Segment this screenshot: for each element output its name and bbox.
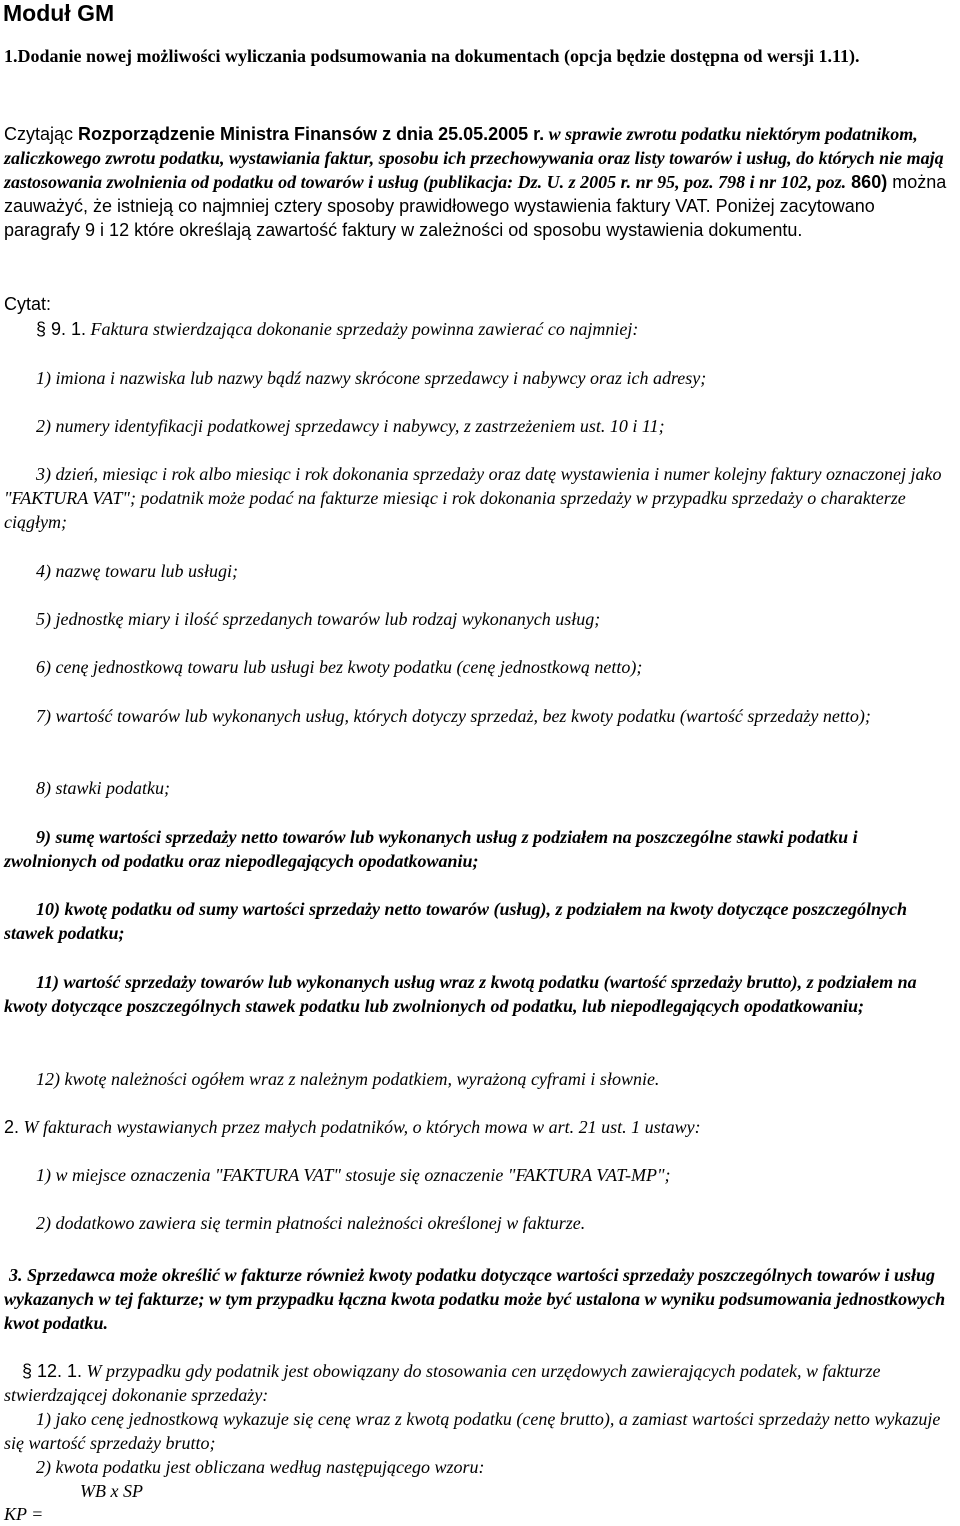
par9-2-head: 2. (4, 1117, 20, 1137)
list9-item-5: 5) jednostkę miary i ilość sprzedanych towarów lub rodzaj wykonanych usług; (36, 609, 601, 629)
par9-intro (36, 317, 954, 341)
list9-item-6: 6) cenę jednostkową towaru lub usługi bez kwoty podatku (cenę jednostkową netto); (36, 657, 643, 677)
list12-item-2: 2) kwota podatku jest obliczana według następującego wzoru: (36, 1457, 485, 1477)
list9-2-item-2: 2) dodatkowo zawiera się termin płatności należności określonej w fakturze. (36, 1213, 586, 1233)
list9-item-1: 1) imiona i nazwiska lub nazwy bądź nazwy skrócone sprzedawcy i nabywcy oraz ich adresy; (36, 368, 707, 388)
list9-item-10: 10) kwotę podatku od sumy wartości sprzedaży netto towarów (usług), z podziałem na kwoty dotyczące poszczególnych stawek podatku; (4, 899, 908, 943)
cytat-label: Cytat: (4, 294, 52, 314)
intro-part-3: w sprawie zwrotu podatku niektórym podatnikom, zaliczkowego zwrotu podatku, wystawiania faktur, sposobu ich przechowywania oraz listy towarów i usług, do których nie mają zastosowania zwolnienia od podatku od towarów i usług (publikacja: Dz. U. z 2005 r. nr 95, poz. 798 i nr 102, poz. (4, 124, 944, 192)
par9-text: Faktura stwierdzająca dokonanie sprzedaży powinna zawierać co najmniej: (86, 319, 639, 339)
list9-item-8: 8) stawki podatku; (36, 778, 170, 798)
intro-part-1: Czytając (4, 124, 79, 144)
list9-item-4: 4) nazwę towaru lub usługi; (36, 561, 239, 581)
list9-item-11: 11) wartość sprzedaży towarów lub wykonanych usług wraz z kwotą podatku (wartość sprzedaży brutto), z podziałem na kwoty dotyczące poszczególnych stawek podatku lub zwolnionych od podatku, lub niepodlegających opodatkowaniu; (4, 972, 917, 1016)
intro-paragraph (4, 122, 954, 242)
section-item-1: 1.Dodanie nowej możliwości wyliczania podsumowania na dokumentach (opcja będzie dostępna od wersji 1.11). (4, 46, 860, 66)
par12-text: W przypadku gdy podatnik jest obowiązany do stosowania cen urzędowych zawierających podatek, w fakturze stwierdzającej dokonanie sprzedaży: (4, 1361, 881, 1405)
list9-item-3: 3) dzień, miesiąc i rok albo miesiąc i rok dokonania sprzedaży oraz datę wystawienia i numer kolejny faktury oznaczonej jako "FAKTURA VAT"; podatnik może podać na fakturze miesiąc i rok dokonania sprzedaży w przypadku sprzedaży o charakterze ciągłym; (4, 464, 942, 532)
list9-item-2: 2) numery identyfikacji podatkowej sprzedawcy i nabywcy, z zastrzeżeniem ust. 10 i 11; (36, 416, 665, 436)
par9-2-text: W fakturach wystawianych przez małych podatników, o których mowa w art. 21 ust. 1 ustawy: (19, 1117, 701, 1137)
list9-2-item-1: 1) w miejsce oznaczenia "FAKTURA VAT" stosuje się oznaczenie "FAKTURA VAT-MP"; (36, 1165, 671, 1185)
par12-intro (4, 1359, 954, 1407)
page-title: Moduł GM (3, 0, 115, 26)
intro-part-5: można zauważyć, że istnieją co najmniej cztery sposoby prawidłowego wystawienia faktury VAT. Poniżej zacytowano paragrafy 9 i 12 które określają zawartość faktury w zależności od sposobu wystawienia dokumentu. (4, 172, 947, 240)
formula-numerator: WB x SP (80, 1481, 143, 1501)
intro-part-4: 860) (846, 172, 888, 192)
par9-head: § 9. 1. (36, 319, 87, 339)
list9-item-7: 7) wartość towarów lub wykonanych usług, których dotyczy sprzedaż, bez kwoty podatku (wartość sprzedaży netto); (36, 706, 871, 726)
par9-2 (4, 1115, 954, 1139)
par12-head: § 12. 1. (22, 1361, 83, 1381)
par9-3: 3. Sprzedawca może określić w fakturze również kwoty podatku dotyczące wartości sprzedaży poszczególnych towarów i usług wykazanych w tej fakturze; w tym przypadku łączna kwota podatku może być ustalona w wyniku podsumowania jednostkowych kwot podatku. (4, 1265, 946, 1333)
list9-item-12: 12) kwotę należności ogółem wraz z należnym podatkiem, wyrażoną cyframi i słownie. (36, 1069, 660, 1089)
formula-lhs: KP = (4, 1504, 44, 1524)
intro-part-2: Rozporządzenie Ministra Finansów z dnia 25.05.2005 r. (78, 124, 545, 144)
list12-item-1: 1) jako cenę jednostkową wykazuje się cenę wraz z kwotą podatku (cenę brutto), a zamiast wartości sprzedaży netto wykazuje się wartość sprzedaży brutto; (4, 1409, 941, 1453)
list9-item-9: 9) sumę wartości sprzedaży netto towarów lub wykonanych usług z podziałem na poszczególne stawki podatku i zwolnionych od podatku oraz niepodlegających opodatkowaniu; (4, 827, 858, 871)
